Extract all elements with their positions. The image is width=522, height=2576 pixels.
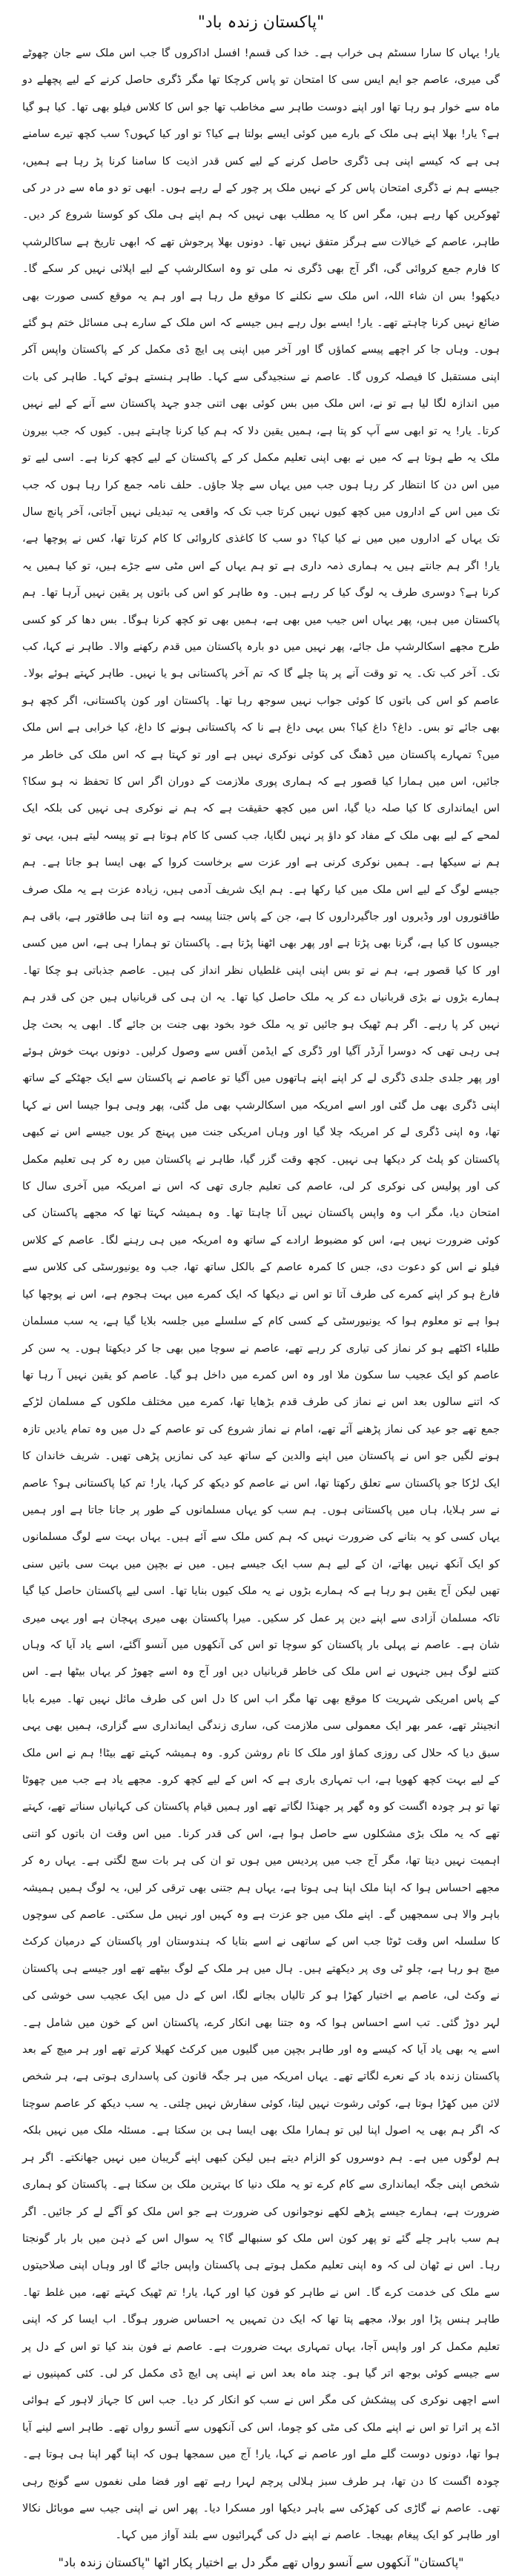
article-closing-line: "پاکستان" آنکھوں سے آنسو رواں تھے مگر دل بے اختیار پکار اٹھا "پاکستان زندہ باد" bbox=[58, 2555, 464, 2569]
article-body: یار! یہاں کا سارا سسٹم ہی خراب ہے۔ خدا کی قسم! افسل اداکروں گا جب اس ملک سے جان چھوٹے گی میری، عاصم جو ایم ایس سی کا امتحان تو پاس کرچکا تھا مگر ڈگری حاصل کرنے کے لیے پچھلے دو ماہ سے خوار ہو رہا تھا اور اپنے دوست طاہر سے مخاطب تھا جو اس کا کلاس فیلو بھی تھا۔ کیا ہو گیا ہے؟ یار! بھلا اپنے ہی ملک کے بارے میں کوئی ایسے بولتا ہے کیا؟ تو اور کیا کہوں؟ سب کچھ تیرے سامنے ہی ہے کہ کیسے اپنی ہی ڈگری حاصل کرنے کے لیے کس قدر اذیت کا سامنا کرنا پڑ رہا ہے ہمیں، جیسے ہم نے ڈگری امتحان پاس کر کے نہیں ملک پر چور کے لے رہے ہوں۔ ابھی تو دو ماہ سے در در کی ٹھوکریں کھا رہے ہیں، مگر اس کا یہ مطلب بھی نہیں کہ ہم اپنے ہی ملک کو کوستا شروع کر دیں۔ طاہر، عاصم کے خیالات سے ہرگز متفق نہیں تھا۔ دونوں بھلا پرجوش تھے کہ ابھی تاریخ ہے ساکالرشپ کا فارم جمع کروائی گی، اگر آج بھی ڈگری نہ ملی تو وہ اسکالرشپ کے لیے اپلائی نہیں کر سکے گا۔ دیکھو! بس ان شاء اللہ، اس ملک سے نکلنے کا موقع مل رہا ہے اور ہم یہ موقع کسی صورت بھی ضائع نہیں کرنا چاہتے تھے۔ یار! ایسے بول رہے ہیں جیسے کہ اس ملک کے سارے ہی مسائل ختم ہو گئے ہوں۔ وہاں جا کر اچھے پیسے کماؤں گا اور آخر میں اپنی پی ایچ ڈی مکمل کر کے پاکستان واپس آکر اپنی مستقبل کا فیصلہ کروں گا۔ عاصم نے سنجیدگی سے کہا۔ طاہر ہنستے ہوئے کہا۔ طاہر کی بات میں اندازہ لگا لیا ہے تو نے، اس ملک میں بس کوئی بھی اتنی جدو جہد پاکستان سے آنے کے لیے نہیں کرتا۔ یار! یہ تو ابھی سے آپ کو پتا ہے، ہمیں یقین دلا کہ ہم کیا کرنا چاہتے ہیں۔ کیوں کہ جب بیرون ملک یہ طے ہوتا ہے کہ میں نے بھی اپنی تعلیم مکمل کر کے پاکستان کے لیے کچھ کرنا ہے۔ اسی لیے تو میں اس دن کا انتظار کر رہا ہوں جب میں یہاں سے چلا جاؤں۔ حلف نامہ جمع کرا رہا ہوں کہ جب تک میں اس کے اداروں میں کچھ کیوں نہیں کرتا جب تک کہ واقعی یہ تبدیلی نہیں آجاتی، آخر پانچ سال تک یہاں کے اداروں میں میں نے کیا کیا؟ دو سب کا کاغذی کاروائی کا کام کرتا تھا، کس نے پوچھا ہے، یار! اگر ہم جانتے ہیں یہ ہماری ذمہ داری ہے تو ہم یہاں کے اس مٹی سے جڑے ہیں، تو کیا ہمیں یہ کرنا ہے؟ دوسری طرف یہ لوگ کیا کر رہے ہیں۔ وہ طاہر کو اس کی باتوں پر یقین نہیں آرہا تھا۔ ہم پاکستان میں ہیں، پھر یہاں اس جیب میں بھی ہے، ہمیں بھی تو کچھ کرنا ہوگا۔ بس دھا کر کو کسی طرح مجھے اسکالرشپ مل جائے، پھر نہیں میں دو بارہ پاکستان میں قدم رکھنے والا۔ طاہر نے کہا، کب تک۔ آخر کب تک۔ یہ تو وقت آنے پر پتا چلے گا کہ تم آخر پاکستانی ہو یا نہیں۔ طاہر کہتے ہوئے بولا۔ عاصم کو اس کی باتوں کا کوئی جواب نہیں سوجھ رہا تھا۔ پاکستان اور کون پاکستانی، اگر کچھ ہو بھی جائے تو بس۔ داغ؟ داغ کیا؟ بس یہی داغ ہے نا کہ پاکستانی ہونے کا داغ، کیا خرابی ہے اس ملک میں؟ تمہارے پاکستان میں ڈھنگ کی کوئی نوکری نہیں ہے اور تو کہتا ہے کہ اس ملک کی خاطر مر جائیں، اس میں ہمارا کیا قصور ہے کہ ہماری پوری ملازمت کے دوران اگر اس کا تحفظ نہ ہو سکا؟ اس ایمانداری کا کیا صلہ دیا گیا، اس میں کچھ حقیقت ہے کہ ہم نے نوکری ہی نہیں کی بلکہ ایک لمحے کے لیے بھی ملک کے مفاد کو داؤ پر نہیں لگایا، جب کسی کا کام ہوتا ہے تو پیسہ لیتے ہیں، یہی تو ہم نے سیکھا ہے۔ ہمیں نوکری کرنی ہے اور عزت سے برخاست کروا کے بھی ایسا ہو جاتا ہے۔ ہم جیسے لوگ کے لیے اس ملک میں کیا رکھا ہے۔ ہم ایک شریف آدمی ہیں، زیادہ عزت ہے یہ ملک صرف طاقتوروں اور وڈیروں اور جاگیرداروں کا ہے، جن کے پاس جتنا پیسہ ہے وہ اتنا ہی طاقتور ہے، باقی ہم جیسوں کا کیا ہے، گرنا بھی پڑتا ہے اور پھر بھی اٹھنا پڑتا ہے۔ پاکستان تو ہمارا ہی ہے، اس میں کسی اور کا کیا قصور ہے، ہم نے تو بس اپنی اپنی غلطیاں نظر انداز کی ہیں۔ عاصم جذباتی ہو چکا تھا۔ ہمارے بڑوں نے بڑی قربانیاں دے کر یہ ملک حاصل کیا تھا۔ یہ ان ہی کی قربانیاں ہیں جن کی قدر ہم نہیں کر پا رہے۔ اگر ہم ٹھیک ہو جائیں تو یہ ملک خود بخود بھی جنت بن جائے گا۔ ابھی یہ بحث چل ہی رہی تھی کہ دوسرا آرڈر آگیا اور ڈگری کے ایڈمن آفس سے وصول کرلیں۔ دونوں بہت خوش ہوئے اور پھر جلدی جلدی ڈگری لے کر اپنے اپنے ہاتھوں میں آگیا تو عاصم نے پاکستان سے ایک جھٹکے کے ساتھ اپنی ڈگری بھی مل گئی اور اسے امریکہ میں اسکالرشپ بھی مل گئی، پھر وہی ہوا جیسا اس نے کہا تھا، وہ اپنی ڈگری لے کر امریکہ چلا گیا اور وہاں امریکی جنت میں پہنچ کر یوں جیسے اس نے کبھی پاکستان کو پلٹ کر دیکھا ہی نہیں۔ کچھ وقت گزر گیا، طاہر نے پاکستان میں رہ کر ہی تعلیم مکمل کی اور پولیس کی نوکری کر لی، عاصم کی تعلیم جاری تھی کہ اس نے امریکہ میں آخری سال کا امتحان دیا، مگر اب وہ واپس پاکستان نہیں آنا چاہتا تھا۔ وہ ہمیشہ کہتا تھا کہ مجھے پاکستان کی کوئی ضرورت نہیں ہے، اس کو مضبوط ارادے کے ساتھ وہ امریکہ میں ہی رہنے لگا۔ عاصم کے کلاس فیلو نے اس کو دعوت دی، جس کا کمرہ عاصم کے بالکل ساتھ تھا، جب وہ یونیورسٹی کی کلاس سے فارغ ہو کر اپنے کمرے کی طرف آتا تو اس نے دیکھا کہ ایک کمرے میں بہت ہجوم ہے، اس نے پوچھا کیا ہوا ہے تو معلوم ہوا کہ یونیورسٹی کے کسی کام کے سلسلے میں جلسہ بلایا گیا ہے، یہ سب مسلمان طلباء اکٹھے ہو کر نماز کی تیاری کر رہے تھے، عاصم نے سوچا میں بھی جا کر دیکھتا ہوں۔ یہ سن کر عاصم کو ایک عجیب سا سکون ملا اور وہ اس کمرے میں داخل ہو گیا۔ عاصم کو یقین نہیں آ رہا تھا کہ اتنے سالوں بعد اس نے نماز کی طرف قدم بڑھایا تھا، کمرے میں مختلف ملکوں کے مسلمان لڑکے جمع تھے جو عید کی نماز پڑھنے آئے تھے، امام نے نماز شروع کی تو عاصم کے دل میں وہ تمام یادیں تازہ ہونے لگیں جو اس نے پاکستان میں اپنے والدین کے ساتھ عید کی نمازیں پڑھی تھیں۔ شریف خاندان کا ایک لڑکا جو پاکستان سے تعلق رکھتا تھا، اس نے عاصم کو دیکھ کر کہا، یار! تم کیا پاکستانی ہو؟ عاصم نے سر ہلایا، ہاں میں پاکستانی ہوں۔ ہم سب کو یہاں مسلمانوں کے طور پر جانا جاتا ہے اور ہمیں یہاں کسی کو یہ بتانے کی ضرورت نہیں کہ ہم کس ملک سے آئے ہیں۔ یہاں بہت سے لوگ مسلمانوں کو ایک آنکھ نہیں بھاتے، ان کے لیے ہم سب ایک جیسے ہیں۔ میں نے بچپن میں بہت سی باتیں سنی تھیں لیکن آج یقین ہو رہا ہے کہ ہمارے بڑوں نے یہ ملک کیوں بنایا تھا۔ اسی لیے پاکستان حاصل کیا گیا تاکہ مسلمان آزادی سے اپنے دین پر عمل کر سکیں۔ میرا پاکستان بھی میری پہچان ہے اور یہی میری شان ہے۔ عاصم نے پہلی بار پاکستان کو سوچا تو اس کی آنکھوں میں آنسو آگئے، اسے یاد آیا کہ وہاں کتنے لوگ ہیں جنہوں نے اس ملک کی خاطر قربانیاں دیں اور آج وہ اسے چھوڑ کر یہاں بیٹھا ہے۔ اس کے پاس امریکی شہریت کا موقع بھی تھا مگر اب اس کا دل اس کی طرف مائل نہیں تھا۔ میرے بابا انجینئر تھے، عمر بھر ایک معمولی سی ملازمت کی، ساری زندگی ایمانداری سے گزاری، ہمیں بھی یہی سبق دیا کہ حلال کی روزی کماؤ اور ملک کا نام روشن کرو۔ وہ ہمیشہ کہتے تھے بیٹا! ہم نے اس ملک کے لیے بہت کچھ کھویا ہے، اب تمہاری باری ہے کہ اس کے لیے کچھ کرو۔ مجھے یاد ہے جب میں چھوٹا تھا تو ہر چودہ اگست کو وہ گھر پر جھنڈا لگاتے تھے اور ہمیں قیام پاکستان کی کہانیاں سناتے تھے، کہتے تھے کہ یہ ملک بڑی مشکلوں سے حاصل ہوا ہے، اس کی قدر کرنا۔ میں اس وقت ان باتوں کو اتنی اہمیت نہیں دیتا تھا، مگر آج جب میں پردیس میں ہوں تو ان کی ہر بات سچ لگتی ہے۔ یہاں رہ کر مجھے احساس ہوا کہ اپنا ملک اپنا ہی ہوتا ہے، یہاں ہم جتنی بھی ترقی کر لیں، یہ لوگ ہمیں ہمیشہ باہر والا ہی سمجھیں گے۔ اپنے ملک میں جو عزت ہے وہ کہیں اور نہیں مل سکتی۔ عاصم کی سوچوں کا سلسلہ اس وقت ٹوٹا جب اس کے ساتھی نے اسے بتایا کہ ہندوستان اور پاکستان کے درمیان کرکٹ میچ ہو رہا ہے، چلو ٹی وی پر دیکھتے ہیں۔ ہال میں ہر ملک کے لوگ بیٹھے تھے اور جیسے ہی پاکستان نے وکٹ لی، عاصم بے اختیار کھڑا ہو کر تالیاں بجانے لگا، اس کے دل میں ایک عجیب سی خوشی کی لہر دوڑ گئی۔ تب اسے احساس ہوا کہ وہ جتنا بھی انکار کرے، پاکستان اس کے خون میں شامل ہے۔ اسے یہ بھی یاد آیا کہ کیسے وہ اور طاہر بچپن میں گلیوں میں کرکٹ کھیلا کرتے تھے اور ہر میچ کے بعد پاکستان زندہ باد کے نعرے لگاتے تھے۔ یہاں امریکہ میں ہر جگہ قانون کی پاسداری ہوتی ہے، ہر شخص لائن میں کھڑا ہوتا ہے، کوئی رشوت نہیں لیتا، کوئی سفارش نہیں چلتی۔ یہ سب دیکھ کر عاصم سوچتا کہ اگر ہم بھی یہ اصول اپنا لیں تو ہمارا ملک بھی ایسا ہی بن سکتا ہے۔ مسئلہ ملک میں نہیں بلکہ ہم لوگوں میں ہے۔ ہم دوسروں کو الزام دیتے ہیں لیکن کبھی اپنے گریبان میں نہیں جھانکتے۔ اگر ہر شخص اپنی جگہ ایمانداری سے کام کرے تو یہ ملک دنیا کا بہترین ملک بن سکتا ہے۔ پاکستان کو ہماری ضرورت ہے، ہمارے جیسے پڑھے لکھے نوجوانوں کی ضرورت ہے جو اس ملک کو آگے لے کر جائیں۔ اگر ہم سب باہر چلے گئے تو پھر کون اس ملک کو سنبھالے گا؟ یہ سوال اس کے ذہن میں بار بار گونجتا رہا۔ اس نے ٹھان لی کہ وہ اپنی تعلیم مکمل ہوتے ہی پاکستان واپس جائے گا اور وہاں اپنی صلاحیتوں سے ملک کی خدمت کرے گا۔ اس نے طاہر کو فون کیا اور کہا، یار! تم ٹھیک کہتے تھے، میں غلط تھا۔ طاہر ہنس پڑا اور بولا، مجھے پتا تھا کہ ایک دن تمہیں یہ احساس ضرور ہوگا۔ اب ایسا کر کہ اپنی تعلیم مکمل کر اور واپس آجا، یہاں تمہاری بہت ضرورت ہے۔ عاصم نے فون بند کیا تو اس کے دل پر سے جیسے کوئی بوجھ اتر گیا ہو۔ چند ماہ بعد اس نے اپنی پی ایچ ڈی مکمل کر لی۔ کئی کمپنیوں نے اسے اچھی نوکری کی پیشکش کی مگر اس نے سب کو انکار کر دیا۔ جب اس کا جہاز لاہور کے ہوائی اڈے پر اترا تو اس نے اپنے ملک کی مٹی کو چوما، اس کی آنکھوں سے آنسو رواں تھے۔ طاہر اسے لینے آیا ہوا تھا، دونوں دوست گلے ملے اور عاصم نے کہا، یار! آج میں سمجھا ہوں کہ اپنا گھر اپنا ہی ہوتا ہے۔ چودہ اگست کا دن تھا، ہر طرف سبز ہلالی پرچم لہرا رہے تھے اور فضا ملی نغموں سے گونج رہی تھی۔ عاصم نے گاڑی کی کھڑکی سے باہر دیکھا اور مسکرا دیا۔ پھر اس نے اپنی جیب سے موبائل نکالا اور طاہر کو ایک پیغام بھیجا۔ عاصم نے اپنے دل کی گہرائیوں سے بلند آواز میں کہا۔ bbox=[22, 47, 500, 2542]
article-title: "پاکستان زندہ باد" bbox=[197, 13, 325, 32]
